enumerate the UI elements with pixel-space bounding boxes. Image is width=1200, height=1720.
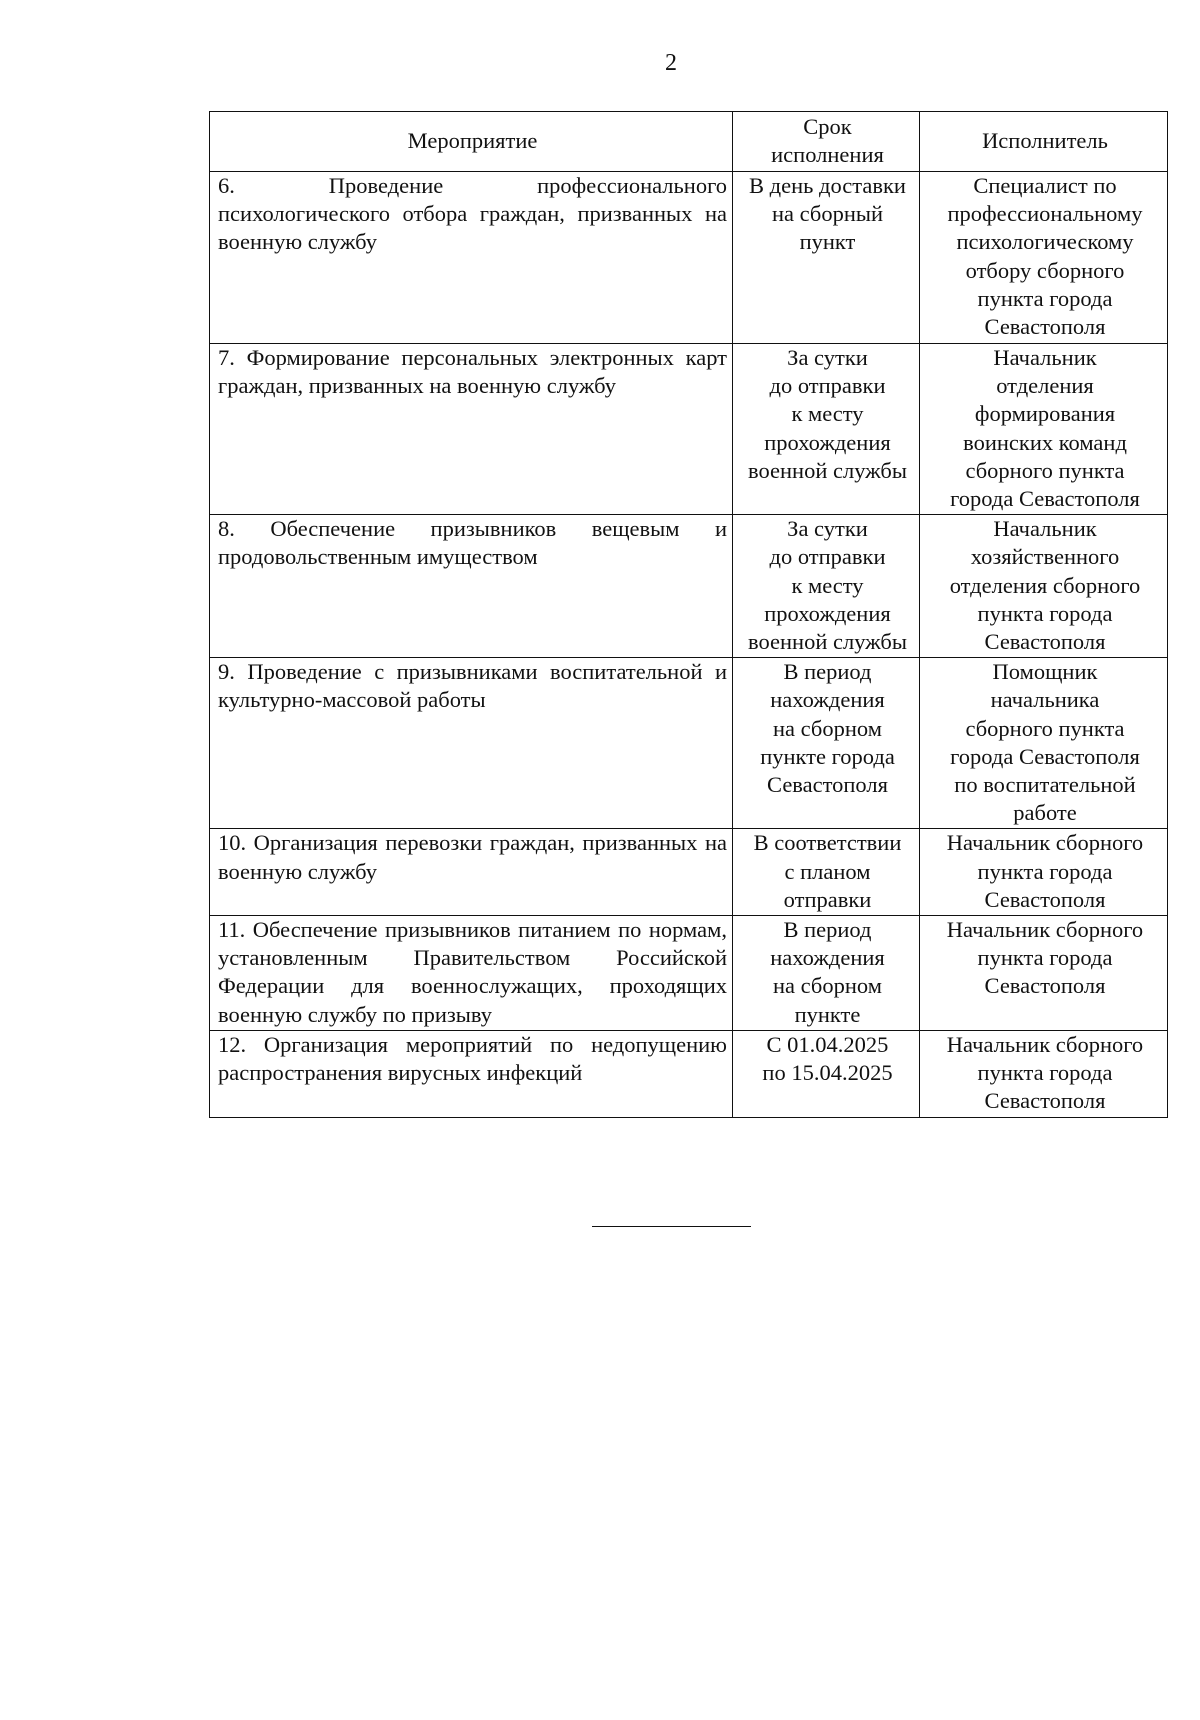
activity-cell: 12. Организация мероприятий по недопущению распространения вирусных инфекций	[210, 1031, 733, 1118]
table-row	[210, 829, 1168, 916]
table-row	[210, 916, 1168, 1031]
header-activity: Мероприятие	[210, 112, 733, 172]
table-header-row	[210, 112, 1168, 172]
end-of-document-rule	[592, 1226, 751, 1227]
table-row	[210, 515, 1168, 658]
term-cell: В период нахождения на сборном пункте города Севастополя	[733, 658, 920, 829]
table-row	[210, 1031, 1168, 1118]
performer-cell: Начальник сборного пункта города Севастополя	[920, 916, 1168, 1031]
term-cell: В соответствии с планом отправки	[733, 829, 920, 916]
term-cell: В день доставки на сборный пункт	[733, 172, 920, 344]
performer-cell: Начальник сборного пункта города Севастополя	[920, 829, 1168, 916]
performer-cell: Начальник отделения формирования воинских команд сборного пункта города Севастополя	[920, 344, 1168, 515]
performer-cell: Помощник начальника сборного пункта города Севастополя по воспитательной работе	[920, 658, 1168, 829]
table-row	[210, 344, 1168, 515]
header-term: Срок исполнения	[733, 112, 920, 172]
performer-cell: Начальник сборного пункта города Севастополя	[920, 1031, 1168, 1118]
performer-cell: Начальник хозяйственного отделения сборного пункта города Севастополя	[920, 515, 1168, 658]
header-performer: Исполнитель	[920, 112, 1168, 172]
activity-cell: 6. Проведение профессионального психологического отбора граждан, призванных на военную службу	[210, 172, 733, 344]
page-number: 2	[665, 50, 677, 76]
activity-cell: 11. Обеспечение призывников питанием по нормам, установленным Правительством Российской Федерации для военнослужащих, проходящих военную службу по призыву	[210, 916, 733, 1031]
term-cell: С 01.04.2025 по 15.04.2025	[733, 1031, 920, 1118]
term-cell: В период нахождения на сборном пункте	[733, 916, 920, 1031]
table-row	[210, 658, 1168, 829]
term-cell: За сутки до отправки к месту прохождения военной службы	[733, 344, 920, 515]
activity-cell: 8. Обеспечение призывников вещевым и продовольственным имуществом	[210, 515, 733, 658]
activities-table	[209, 111, 1168, 1118]
activity-cell: 10. Организация перевозки граждан, призванных на военную службу	[210, 829, 733, 916]
table-row	[210, 172, 1168, 344]
performer-cell: Специалист по профессиональному психологическому отбору сборного пункта города Севастополя	[920, 172, 1168, 344]
activity-cell: 9. Проведение с призывниками воспитательной и культурно-массовой работы	[210, 658, 733, 829]
activity-cell: 7. Формирование персональных электронных карт граждан, призванных на военную службу	[210, 344, 733, 515]
term-cell: За сутки до отправки к месту прохождения военной службы	[733, 515, 920, 658]
